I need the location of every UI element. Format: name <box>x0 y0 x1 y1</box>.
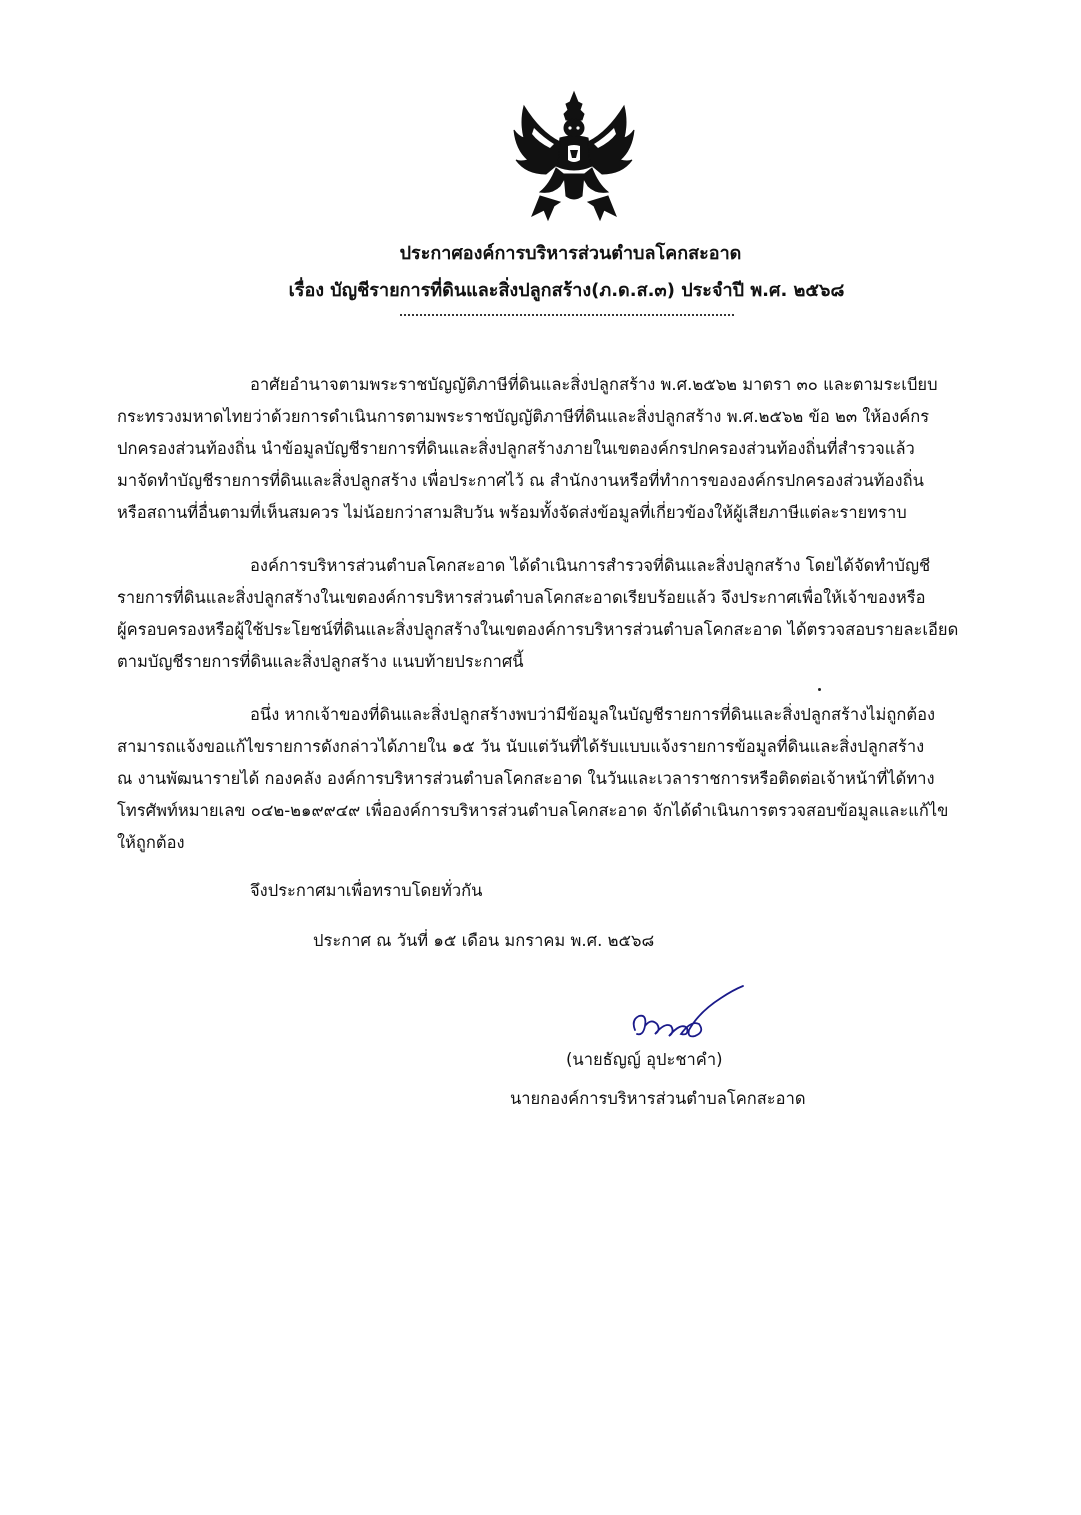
paragraph-1-line: ปกครองส่วนท้องถิ่น นำข้อมูลบัญชีรายการที่ดินและสิ่งปลูกสร้างภายในเขตองค์กรปกครองส่วนท้องถิ่นที่สำรวจแล้ว <box>117 439 915 458</box>
paragraph-1-line: มาจัดทำบัญชีรายการที่ดินและสิ่งปลูกสร้าง เพื่อประกาศไว้ ณ สำนักงานหรือที่ทำการขององค์กรปกครองส่วนท้องถิ่น <box>117 471 924 490</box>
paragraph-3-line: ณ งานพัฒนารายได้ กองคลัง องค์การบริหารส่วนตำบลโคกสะอาด ในวันและเวลาราชการหรือติดต่อเจ้าหน้าที่ได้ทาง <box>117 769 935 788</box>
paragraph-3-line: อนึ่ง หากเจ้าของที่ดินและสิ่งปลูกสร้างพบว่ามีข้อมูลในบัญชีรายการที่ดินและสิ่งปลูกสร้างไม่ถูกต้อง <box>250 705 936 724</box>
announcement-title: ประกาศองค์การบริหารส่วนตำบลโคกสะอาด <box>399 243 742 264</box>
paragraph-3-line: สามารถแจ้งขอแก้ไขรายการดังกล่าวได้ภายใน ๑๕ วัน นับแต่วันที่ได้รับแบบแจ้งรายการข้อมูลที่ดินและสิ่งปลูกสร้าง <box>117 737 925 756</box>
paragraph-2-line: ผู้ครอบครองหรือผู้ใช้ประโยชน์ที่ดินและสิ่งปลูกสร้างในเขตองค์การบริหารส่วนตำบลโคกสะอาด ได้ตรวจสอบรายละเอียด <box>117 620 959 639</box>
title-divider <box>400 308 734 316</box>
announcement-date: ประกาศ ณ วันที่ ๑๕ เดือน มกราคม พ.ศ. ๒๕๖๘ <box>313 931 655 950</box>
paragraph-1-line: กระทรวงมหาดไทยว่าด้วยการดำเนินการตามพระราชบัญญัติภาษีที่ดินและสิ่งปลูกสร้าง พ.ศ.๒๕๖๒ ข้อ ๒๓ ให้องค์กร <box>117 407 930 426</box>
garuda-emblem-icon <box>510 88 638 226</box>
paragraph-3-line: ให้ถูกต้อง <box>117 833 185 852</box>
announcement-subject: เรื่อง บัญชีรายการที่ดินและสิ่งปลูกสร้าง(ภ.ด.ส.๓) ประจำปี พ.ศ. ๒๕๖๘ <box>288 280 845 301</box>
handwritten-signature <box>625 982 747 1044</box>
signatory-name: (นายธัญญ์ อุปะชาคำ) <box>566 1050 723 1069</box>
paragraph-2-line: องค์การบริหารส่วนตำบลโคกสะอาด ได้ดำเนินการสำรวจที่ดินและสิ่งปลูกสร้าง โดยได้จัดทำบัญชี <box>250 556 931 575</box>
paragraph-2-line: รายการที่ดินและสิ่งปลูกสร้างในเขตองค์การบริหารส่วนตำบลโคกสะอาดเรียบร้อยแล้ว จึงประกาศเพื่อให้เจ้าของหรือ <box>117 588 926 607</box>
signatory-position: นายกองค์การบริหารส่วนตำบลโคกสะอาด <box>510 1089 806 1108</box>
paragraph-1-line: หรือสถานที่อื่นตามที่เห็นสมควร ไม่น้อยกว่าสามสิบวัน พร้อมทั้งจัดส่งข้อมูลที่เกี่ยวข้องให้ผู้เสียภาษีแต่ละรายทราบ <box>117 503 907 522</box>
scan-speck <box>818 688 821 691</box>
closing-announcement: จึงประกาศมาเพื่อทราบโดยทั่วกัน <box>250 881 483 900</box>
paragraph-2-line: ตามบัญชีรายการที่ดินและสิ่งปลูกสร้าง แนบท้ายประกาศนี้ <box>117 652 524 671</box>
paragraph-1-line: อาศัยอำนาจตามพระราชบัญญัติภาษีที่ดินและสิ่งปลูกสร้าง พ.ศ.๒๕๖๒ มาตรา ๓๐ และตามระเบียบ <box>250 375 938 394</box>
paragraph-3-line: โทรศัพท์หมายเลข ๐๔๒-๒๑๙๙๔๙ เพื่อองค์การบริหารส่วนตำบลโคกสะอาด จักได้ดำเนินการตรวจสอบข้อมูลและแก้ไข <box>117 801 949 820</box>
